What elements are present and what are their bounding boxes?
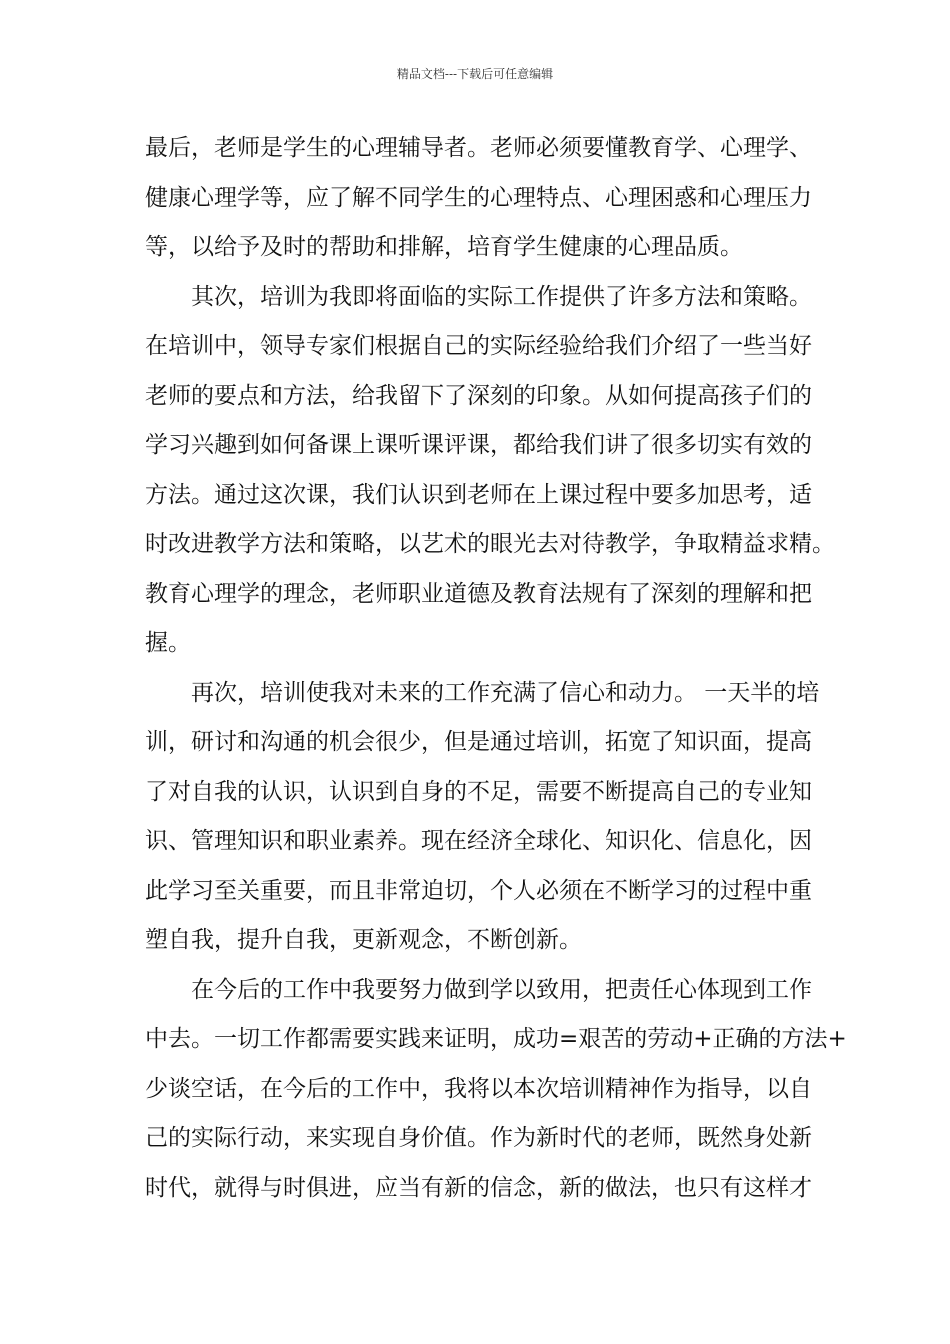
- text-line: 在培训中，领导专家们根据自己的实际经验给我们介绍了一些当好: [145, 333, 812, 359]
- text-line: 老师的要点和方法，给我留下了深刻的印象。从如何提高孩子们的: [145, 382, 812, 409]
- text-line: 时代，就得与时俱进，应当有新的信念，新的做法，也只有这样才: [145, 1174, 812, 1201]
- text-line: 握。: [145, 630, 191, 656]
- text-line: 塑自我，提升自我，更新观念，不断创新。: [145, 927, 582, 953]
- paragraph-methods-strategies: [145, 273, 835, 669]
- text-line: 少谈空话，在今后的工作中，我将以本次培训精神作为指导，以自: [145, 1075, 812, 1102]
- text-line: 了对自我的认识，认识到自身的不足，需要不断提高自己的专业知: [145, 778, 812, 805]
- text-line: 方法。通过这次课，我们认识到老师在上课过程中要多加思考，适: [145, 481, 812, 508]
- text-line: 学习兴趣到如何备课上课听课评课，都给我们讲了很多切实有效的: [145, 432, 812, 458]
- text-line: 再次，培训使我对未来的工作充满了信心和动力。 一天半的培: [191, 679, 820, 706]
- text-line: 最后，老师是学生的心理辅导者。老师必须要懂教育学、心理学、: [145, 135, 812, 161]
- text-line: 教育心理学的理念，老师职业道德及教育法规有了深刻的理解和把: [145, 580, 812, 607]
- text-line: 此学习至关重要，而且非常迫切，个人必须在不断学习的过程中重: [145, 877, 812, 904]
- paragraph-confidence-motivation: [145, 669, 820, 966]
- text-line: 中去。一切工作都需要实践来证明，成功=艰苦的劳动+正确的方法+: [145, 1026, 847, 1052]
- text-line: 己的实际行动，来实现自身价值。作为新时代的老师，既然身处新: [145, 1125, 812, 1151]
- paragraph-future-work: [145, 966, 847, 1214]
- page-header: 精品文档---下载后可任意编辑: [396, 67, 554, 81]
- text-line: 时改进教学方法和策略，以艺术的眼光去对待教学，争取精益求精。: [145, 531, 835, 557]
- text-line: 在今后的工作中我要努力做到学以致用，把责任心体现到工作: [191, 976, 812, 1003]
- text-line: 其次，培训为我即将面临的实际工作提供了许多方法和策略。: [191, 283, 812, 310]
- text-line: 训，研讨和沟通的机会很少，但是通过培训，拓宽了知识面，提高: [145, 729, 812, 755]
- text-line: 健康心理学等，应了解不同学生的心理特点、心理困惑和心理压力: [145, 184, 812, 211]
- text-line: 识、管理知识和职业素养。现在经济全球化、知识化、信息化，因: [145, 828, 812, 854]
- paragraph-conclusion-counselor: [145, 124, 812, 273]
- document-body: [145, 124, 847, 1213]
- text-line: 等，以给予及时的帮助和排解，培育学生健康的心理品质。: [145, 234, 743, 260]
